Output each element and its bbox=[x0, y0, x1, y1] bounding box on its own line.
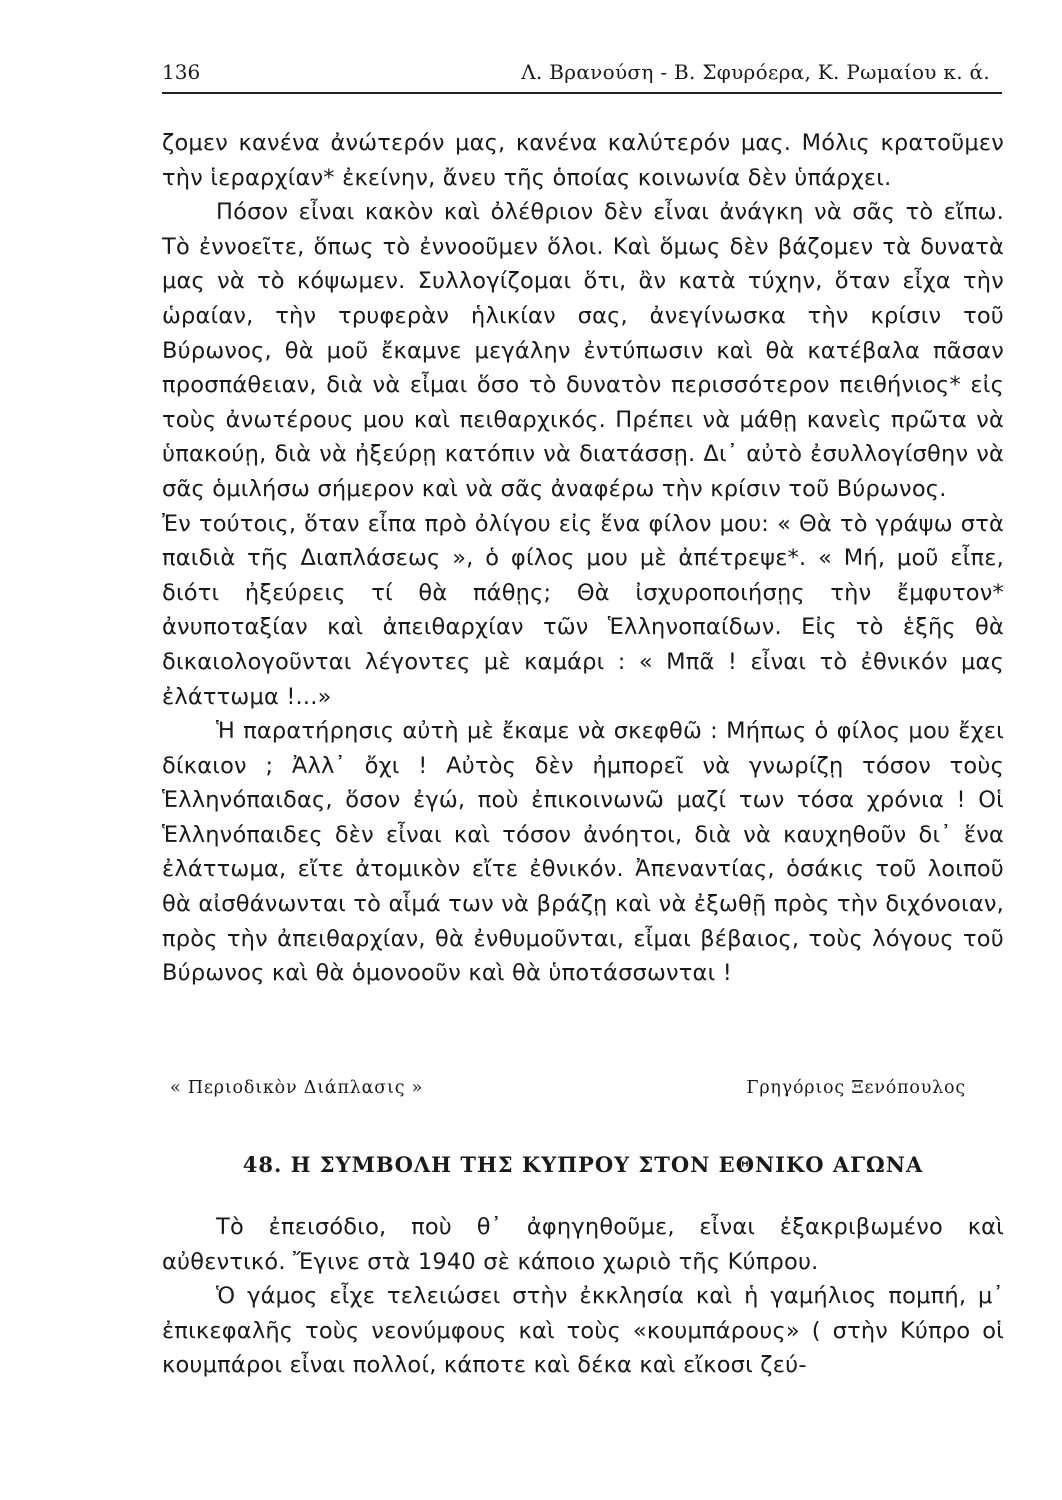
running-title: Λ. Βρανούση - Β. Σφυρόερα, Κ. Ρωμαίου κ. ά. bbox=[521, 60, 990, 84]
page-number: 136 bbox=[162, 60, 201, 84]
attribution bbox=[170, 1078, 966, 1108]
paragraph-continued: ζομεν κανένα ἀνώτερόν μας, κανένα καλύτερόν μας. Μόλις κρατοῦμεν τὴν ἱεραρχίαν* ἐκείνην, ἄνευ τῆς ὁποίας κοινωνία δὲν ὑπάρχει. bbox=[162, 130, 1004, 191]
paragraph: Ἐν τούτοις, ὅταν εἶπα πρὸ ὀλίγου εἰς ἕνα φίλον μου: « Θὰ τὸ γράψω στὰ παιδιὰ τῆς Διαπλάσεως », ὁ φίλος μου μὲ ἀπέτρεψε*. « Μή, μοῦ εἶπε, διότι ἠξεύρεις τί θὰ πάθῃς; Θὰ ἰσχυροποιήσῃς τὴν ἔμφυτον* ἀνυποταξίαν καὶ ἀπειθαρχίαν τῶν Ἑλληνοπαίδων. Εἰς τὸ ἑξῆς θὰ δικαιολογοῦνται λέγοντες μὲ καμάρι : « Μπᾶ ! εἶναι τὸ ἐθνικόν μας ἐλάττωμα !...» bbox=[162, 510, 1004, 710]
paragraph: Ἡ παρατήρησις αὐτὴ μὲ ἔκαμε νὰ σκεφθῶ : Μήπως ὁ φίλος μου ἔχει δίκαιον ; Ἀλλ᾽ ὄχι ! Αὐτὸς δὲν ἠμπορεῖ νὰ γνωρίζῃ τόσον τοὺς Ἑλληνόπαιδας, ὅσον ἐγώ, ποὺ ἐπικοινωνῶ μαζί των τόσα χρόνια ! Οἱ Ἑλληνόπαιδες δὲν εἶναι καὶ τόσον ἀνόητοι, διὰ νὰ καυχηθοῦν δι᾽ ἕνα ἐλάττωμα, εἴτε ἀτομικὸν εἴτε ἐθνικόν. Ἀπεναντίας, ὁσάκις τοῦ λοιποῦ θὰ αἰσθάνωνται τὸ αἷμά των νὰ βράζῃ καὶ νὰ ἐξωθῇ πρὸς τὴν διχόνοιαν, πρὸς τὴν ἀπειθαρχίαν, θὰ ἐνθυμοῦνται, εἶμαι βέβαιος, τοὺς λόγους τοῦ Βύρωνος καὶ θὰ ὁμονοοῦν καὶ θὰ ὑποτάσσωνται ! bbox=[162, 718, 1004, 987]
attribution-source: « Περιοδικὸν Διάπλασις » bbox=[170, 1078, 424, 1098]
main-text bbox=[162, 126, 1004, 991]
section-text bbox=[162, 1210, 1004, 1383]
attribution-author: Γρηγόριος Ξενόπουλος bbox=[746, 1078, 966, 1098]
page-header bbox=[162, 60, 1002, 94]
paragraph: Τὸ ἐπεισόδιο, ποὺ θ᾽ ἀφηγηθοῦμε, εἶναι ἐξακριβωμένο καὶ αὐθεντικό. Ἔγινε στὰ 1940 σὲ κάποιο χωριὸ τῆς Κύπρου. bbox=[162, 1214, 1004, 1275]
paragraph: Ὁ γάμος εἶχε τελειώσει στὴν ἐκκλησία καὶ ἡ γαμήλιος πομπή, μ᾽ ἐπικεφαλῆς τοὺς νεονύμφους καὶ τοὺς «κουμπάρους» ( στὴν Κύπρο οἱ κουμπάροι εἶναι πολλοί, κάποτε καὶ δέκα καὶ εἴκοσι ζεύ- bbox=[162, 1283, 1004, 1379]
paragraph: Πόσον εἶναι κακὸν καὶ ὀλέθριον δὲν εἶναι ἀνάγκη νὰ σᾶς τὸ εἴπω. Τὸ ἐννοεῖτε, ὅπως τὸ ἐννοοῦμεν ὅλοι. Καὶ ὅμως δὲν βάζομεν τὰ δυνατὰ μας νὰ τὸ κόψωμεν. Συλλογίζομαι ὅτι, ἂν κατὰ τύχην, ὅταν εἶχα τὴν ὡραίαν, τὴν τρυφερὰν ἡλικίαν σας, ἀνεγίνωσκα τὴν κρίσιν τοῦ Βύρωνος, θὰ μοῦ ἔκαμνε μεγάλην ἐντύπωσιν καὶ θὰ κατέβαλα πᾶσαν προσπάθειαν, διὰ νὰ εἶμαι ὅσο τὸ δυνατὸν περισσότερον πειθήνιος* εἰς τοὺς ἀνωτέρους μου καὶ πειθαρχικός. Πρέπει νὰ μάθῃ κανεὶς πρῶτα νὰ ὑπακούῃ, διὰ νὰ ἠξεύρῃ κατόπιν νὰ διατάσσῃ. Δι᾽ αὐτὸ ἐσυλλογίσθην νὰ σᾶς ὁμιλήσω σήμερον καὶ νὰ σᾶς ἀναφέρω τὴν κρίσιν τοῦ Βύρωνος. bbox=[162, 199, 1004, 502]
section-heading: 48. Η ΣΥΜΒΟΛΗ ΤΗΣ ΚΥΠΡΟΥ ΣΤΟΝ ΕΘΝΙΚΟ ΑΓΩΝΑ bbox=[242, 1152, 924, 1177]
